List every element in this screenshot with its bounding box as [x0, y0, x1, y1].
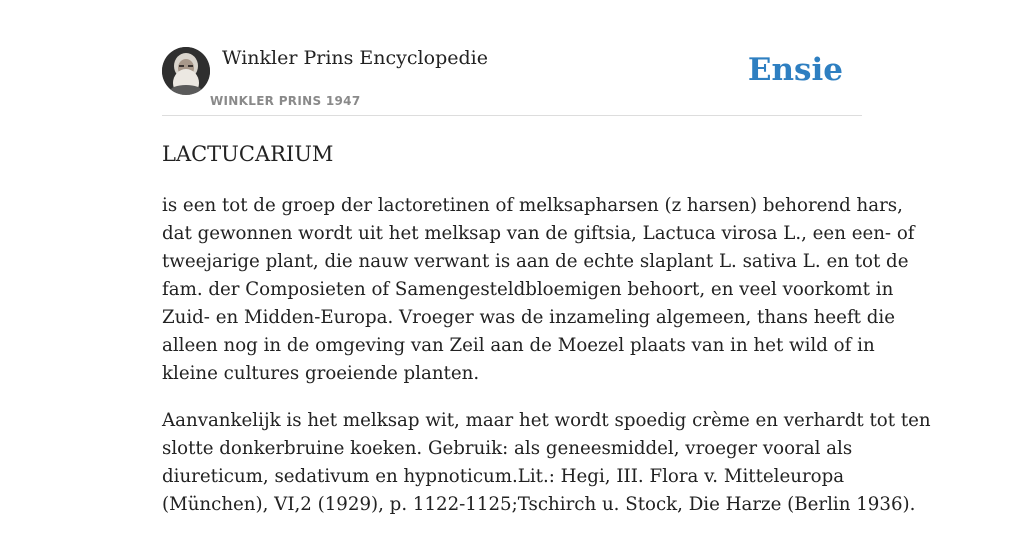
article-paragraph [162, 192, 915, 388]
article-body [162, 192, 931, 538]
paragraph-line: kleine cultures groeiende planten. [162, 363, 480, 384]
source-edition-label: WINKLER PRINS 1947 [210, 94, 361, 108]
paragraph-line: Aanvankelijk is het melksap wit, maar het wordt spoedig crème en verhardt tot ten [162, 410, 931, 431]
article-title: LACTUCARIUM [162, 142, 334, 166]
paragraph-line: alleen nog in de omgeving van Zeil aan de Moezel plaats van in het wild of in [162, 335, 875, 356]
paragraph-line: dat gewonnen wordt uit het melksap van de giftsia, Lactuca virosa L., een een- of [162, 223, 915, 244]
paragraph-line: slotte donkerbruine koeken. Gebruik: als geneesmiddel, vroeger vooral als [162, 438, 853, 459]
avatar[interactable] [162, 47, 210, 95]
paragraph-line: diureticum, sedativum en hypnoticum.Lit.: Hegi, III. Flora v. Mitteleuropa [162, 466, 845, 487]
brand-logo[interactable]: Ensie [747, 52, 843, 88]
paragraph-line: tweejarige plant, die nauw verwant is aan de echte slaplant L. sativa L. en tot de [162, 251, 909, 272]
paragraph-line: is een tot de groep der lactoretinen of melksapharsen (z harsen) behorend hars, [162, 195, 903, 216]
article-paragraph [162, 407, 931, 519]
source-name[interactable]: Winkler Prins Encyclopedie [222, 47, 488, 69]
author-portrait-icon [162, 47, 210, 95]
header-divider [162, 115, 862, 116]
paragraph-line: fam. der Composieten of Samengesteldbloemigen behoort, en veel voorkomt in [162, 279, 894, 300]
paragraph-line: Zuid- en Midden-Europa. Vroeger was de inzameling algemeen, thans heeft die [162, 307, 895, 328]
paragraph-line: (München), VI,2 (1929), p. 1122-1125;Tschirch u. Stock, Die Harze (Berlin 1936). [162, 494, 916, 515]
